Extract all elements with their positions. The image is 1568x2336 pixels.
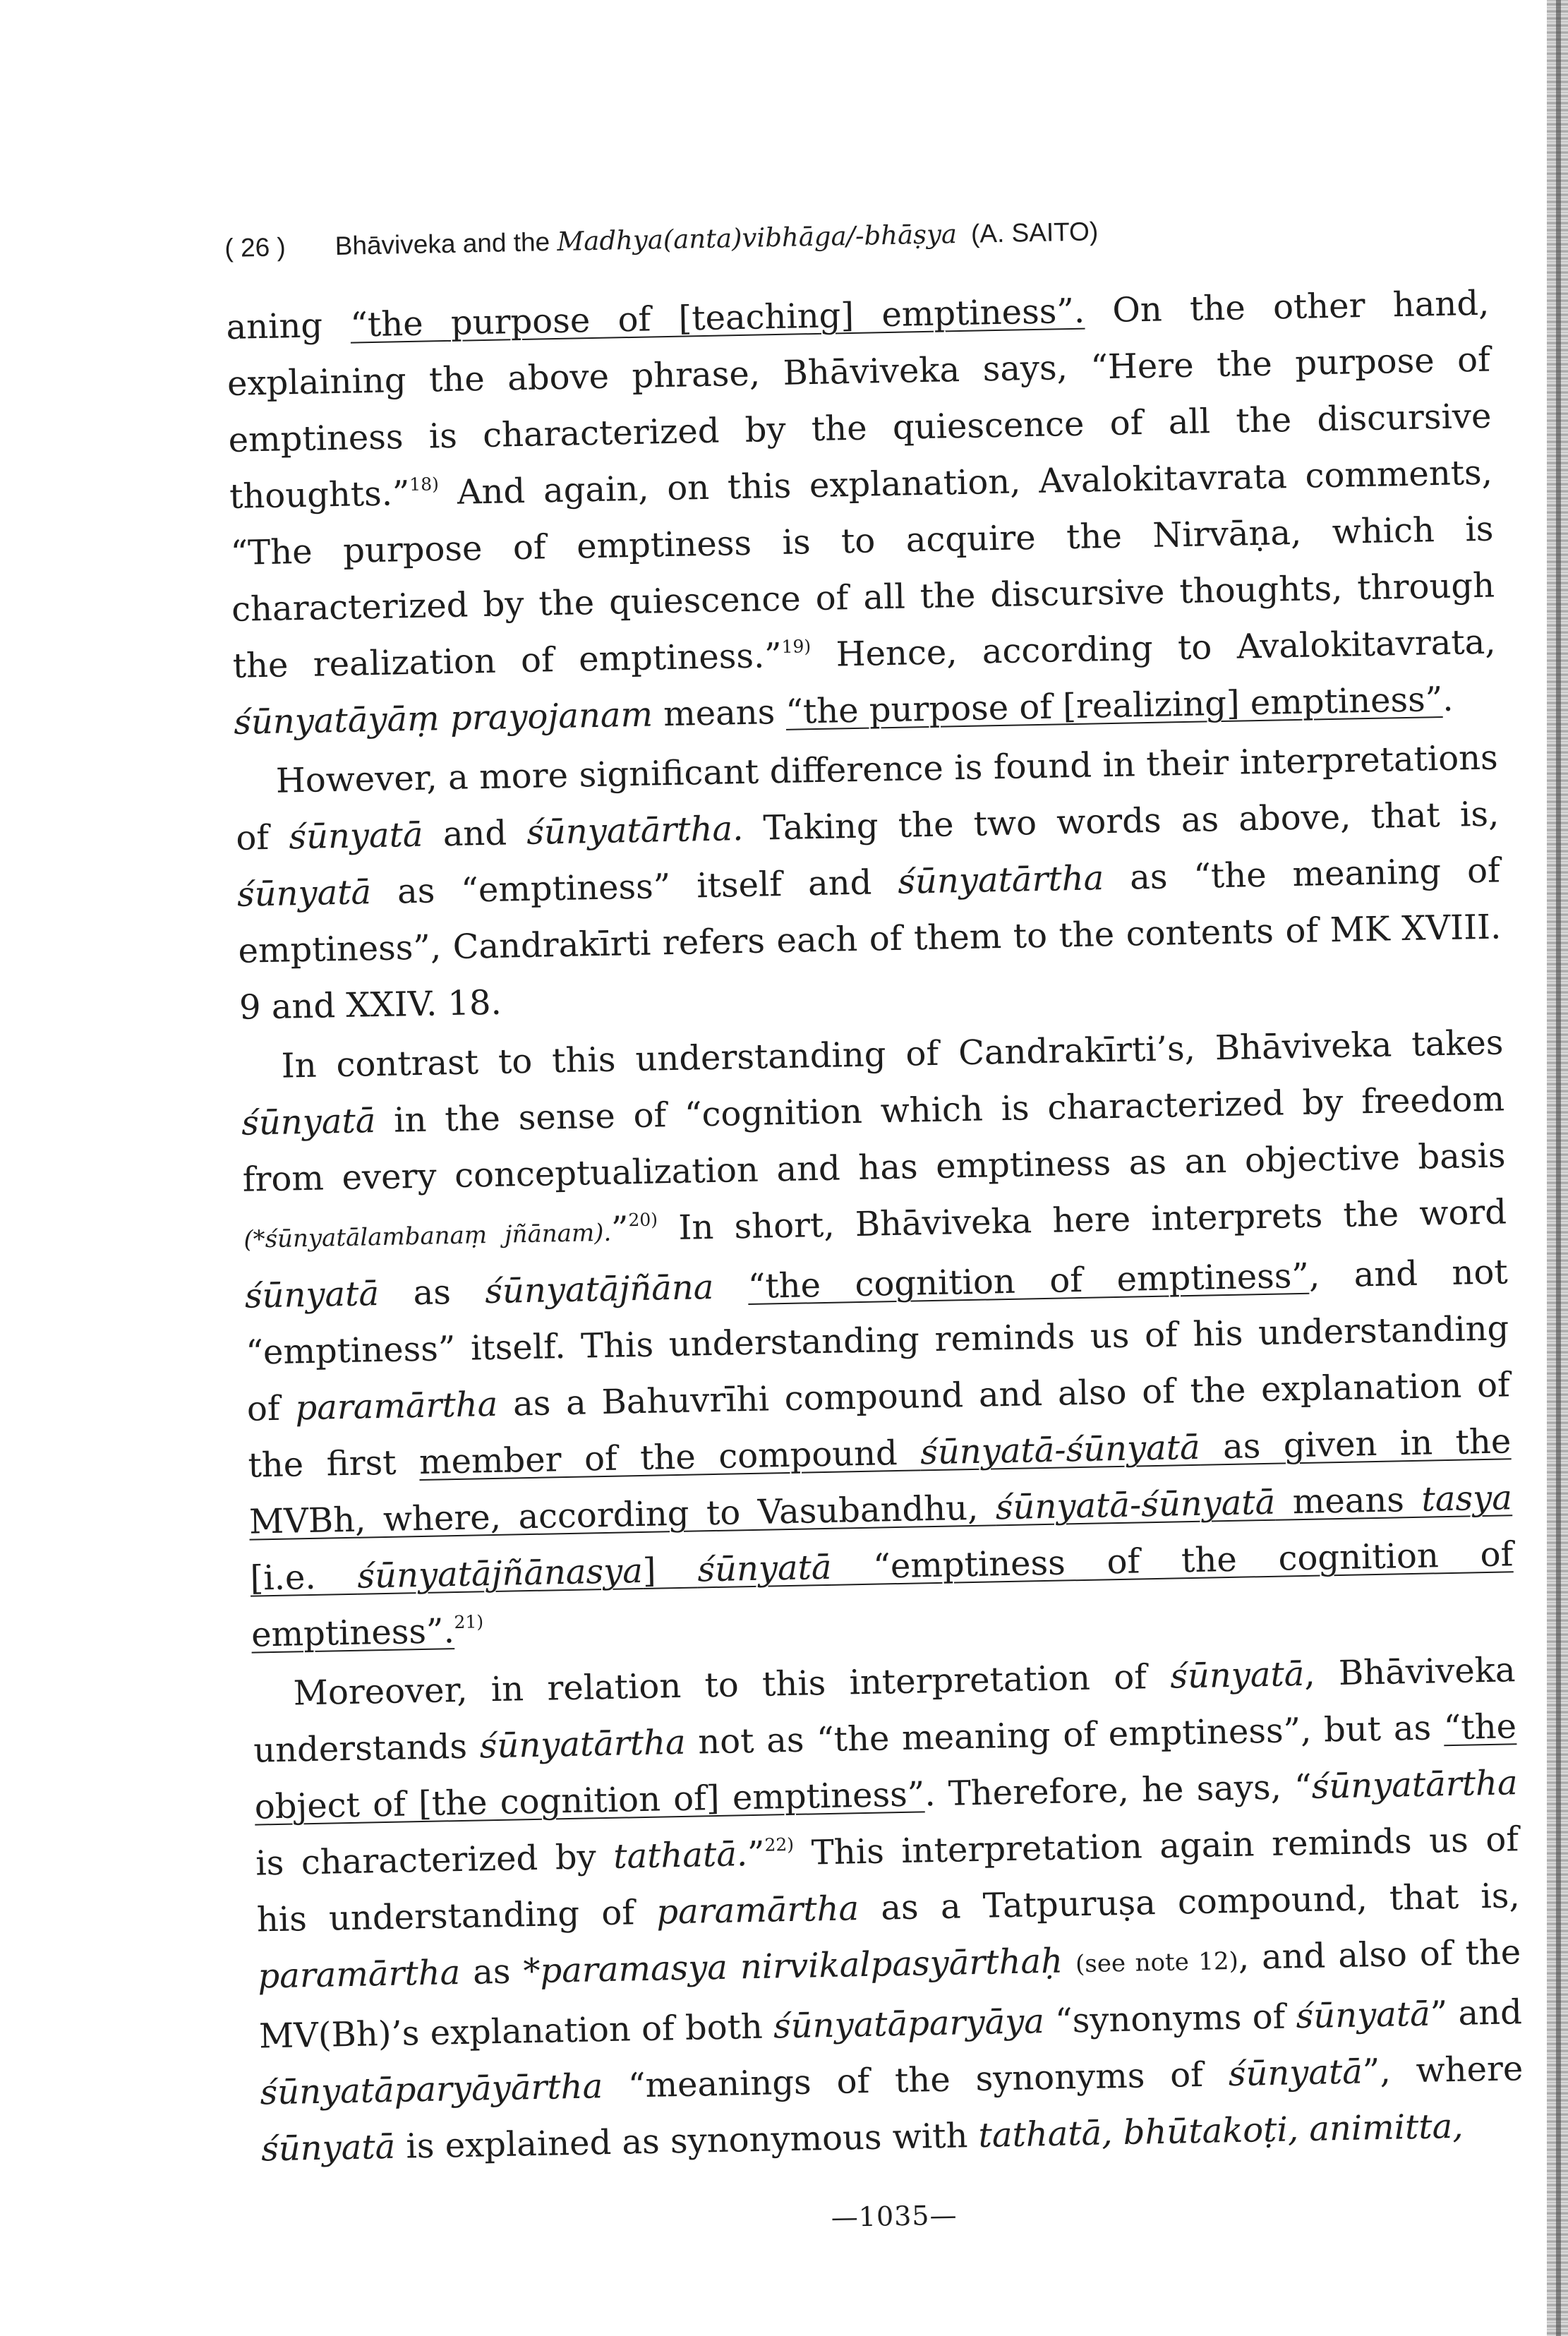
footnote-ref-21: 21) [454,1611,484,1633]
header-work-title: Madhya(anta)vibhāga/-bhāṣya [557,219,958,257]
paragraph-1: aning “the purpose of [teaching] emptiness”. On the other hand, explaining the above phrase, Bhāviveka says, “Here the purpose of emptiness is characterized by the quiescence of all the discursive thoughts.”$^{18)}$ And again, on this explanation, Avalokitavrata comments, “The purpose of emptiness is to acquire the Nirvāṇa, which is characterized by the quiescence of all the discursive thoughts, through the realization of emptiness.”$^{19)}$ Hence, according to Avalokitavrata, śūnyatāyāṃ prayojanam means “the purpose of [realizing] emptiness”. [226,284,1497,743]
paragraph-3: In contrast to this understanding of Candrakīrti’s, Bhāviveka takes śūnyatā in the sense of “cognition which is characterized by freedom from every conceptualization and has emptiness as an objective basis (*śūnyatālambanaṃ jñānam).”$^{20)}$ In short, Bhāviveka here interprets the word śūnyatā as śūnyatājñāna “the cognition of emptiness”, and not “emptiness” itself. This understanding reminds us of his understanding of paramārtha as a Bahuvrīhi compound and also of the explanation of the first member of the compound śūnyatā-śūnyatā as given in the MVBh, where, according to Vasubandhu, śūnyatā-śūnyatā means tasya [i.e. śūnyatājñānasya] śūnyatā “emptiness of the cognition of emptiness”.$^{21)}$ [241,1023,1514,1656]
footnote-ref-22: 22) [764,1834,795,1856]
header-author: (A. SAITO) [970,217,1099,248]
page-footer-number: —1035— [831,2199,958,2234]
underlined-passage: member of the compound śūnyatā-śūnyatā as given in the MVBh, where, according to Vasubandhu, śūnyatā-śūnyatā means tasya [i.e. śūnyatājñānasya] śūnyatā “emptiness of the cognition of emptiness”. [248,1421,1514,1656]
note-reference: (see note 12) [1075,1947,1239,1979]
footnote-ref-19: 19) [781,636,812,658]
paragraph-2: However, a more significant difference is found in their interpretations of śūnyatā and śūnyatārtha. Taking the two words as above, that is, śūnyatā as “emptiness” itself and śūnyatārtha as “the meaning of emptiness”, Candrakīrti refers each of them to the contents of MK XVIII. 9 and XXIV. 18. [235,737,1502,1028]
header-author-name: Bhāviveka [334,229,456,260]
paragraph-4: Moreover, in relation to this interpretation of śūnyatā, Bhāviveka understands śūnyatārtha not as “the meaning of emptiness”, but as “the object of [the cognition of] emptiness”. Therefore, he says, “śūnyatārtha is characterized by tathatā.”$^{22)}$ This interpretation again reminds us of his understanding of paramārtha as a Tatpuruṣa compound, that is, paramārtha as *paramasya nirvikalpasyārthaḥ (see note 12), and also of the MV(Bh)’s explanation of both śūnyatāparyāya “synonyms of śūnyatā” and śūnyatāparyāyārtha “meanings of the synonyms of śūnyatā”, where śūnyatā is explained as synonymous with tathatā, bhūtakoṭi, animitta, [253,1650,1524,2169]
footnote-ref-20: 20) [628,1209,658,1231]
page-content [224,209,1526,2244]
running-header [224,209,1488,265]
header-page-number: ( 26 ) [224,232,287,263]
footnote-ref-18: 18) [409,474,440,495]
header-connector: and the [462,227,550,258]
scan-edge-line [1556,0,1561,2336]
body-text [226,275,1525,2178]
